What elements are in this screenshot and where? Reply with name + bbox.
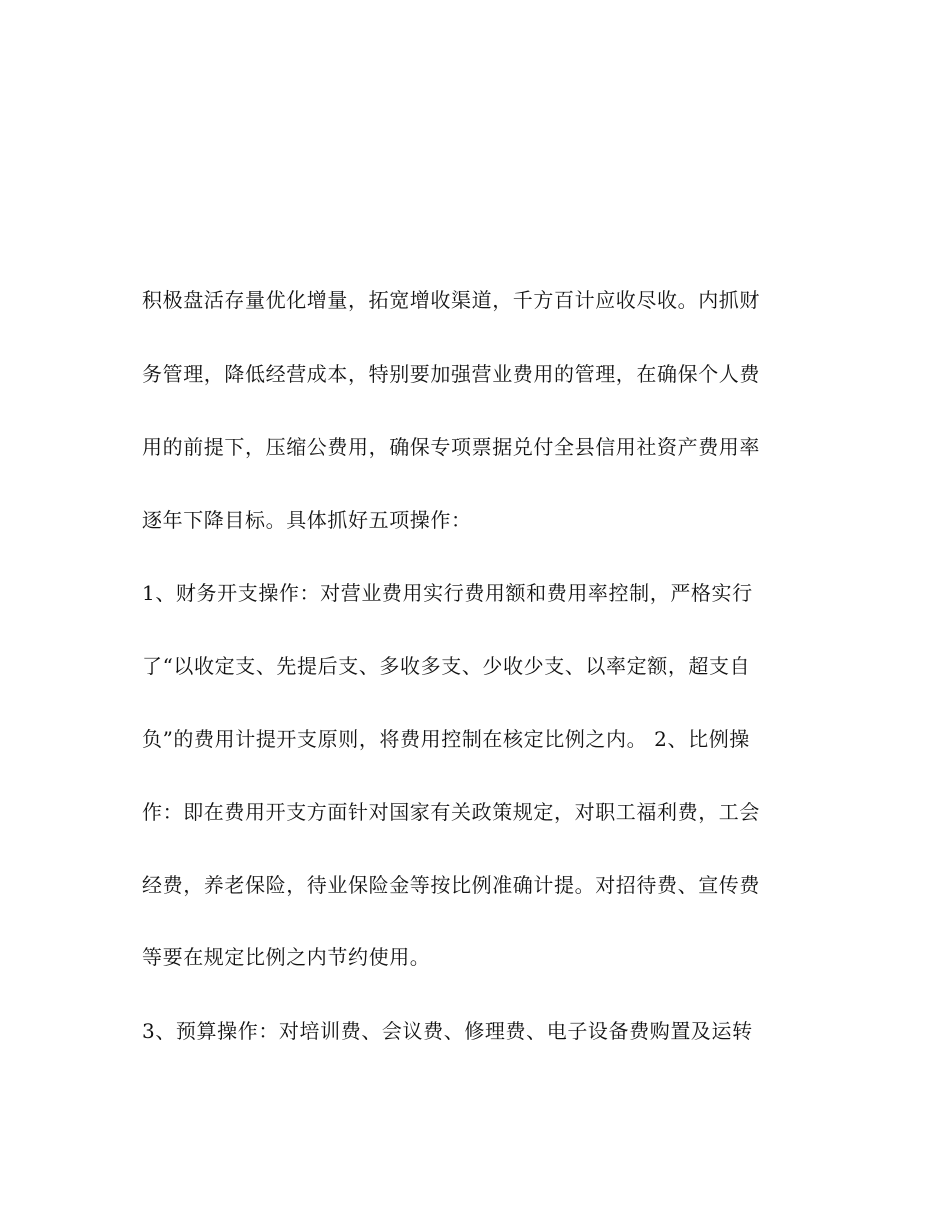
text-line: 务管理，降低经营成本，特别要加强营业费用的管理，在确保个人费 xyxy=(142,362,760,386)
text-line: 经费，养老保险，待业保险金等按比例准确计提。对招待费、宣传费 xyxy=(142,873,760,897)
text-line: 逐年下降目标。具体抓好五项操作： xyxy=(142,508,472,532)
text-line: 了“以收定支、先提后支、多收多支、少收少支、以率定额，超支自 xyxy=(142,654,751,678)
text-line: 1、财务开支操作：对营业费用实行费用额和费用率控制，严格实行 xyxy=(142,581,753,605)
text-line: 积极盘活存量优化增量，拓宽增收渠道，千方百计应收尽收。内抓财 xyxy=(142,288,760,312)
text-line: 用的前提下，压缩公费用，确保专项票据兑付全县信用社资产费用率 xyxy=(142,435,760,459)
text-line: 作：即在费用开支方面针对国家有关政策规定，对职工福利费，工会 xyxy=(142,800,760,824)
text-line: 等要在规定比例之内节约使用。 xyxy=(142,945,431,969)
text-line: 3、预算操作：对培训费、会议费、修理费、电子设备费购置及运转 xyxy=(142,1019,753,1043)
text-line: 负”的费用计提开支原则，将费用控制在核定比例之内。 2、比例操 xyxy=(142,727,750,751)
